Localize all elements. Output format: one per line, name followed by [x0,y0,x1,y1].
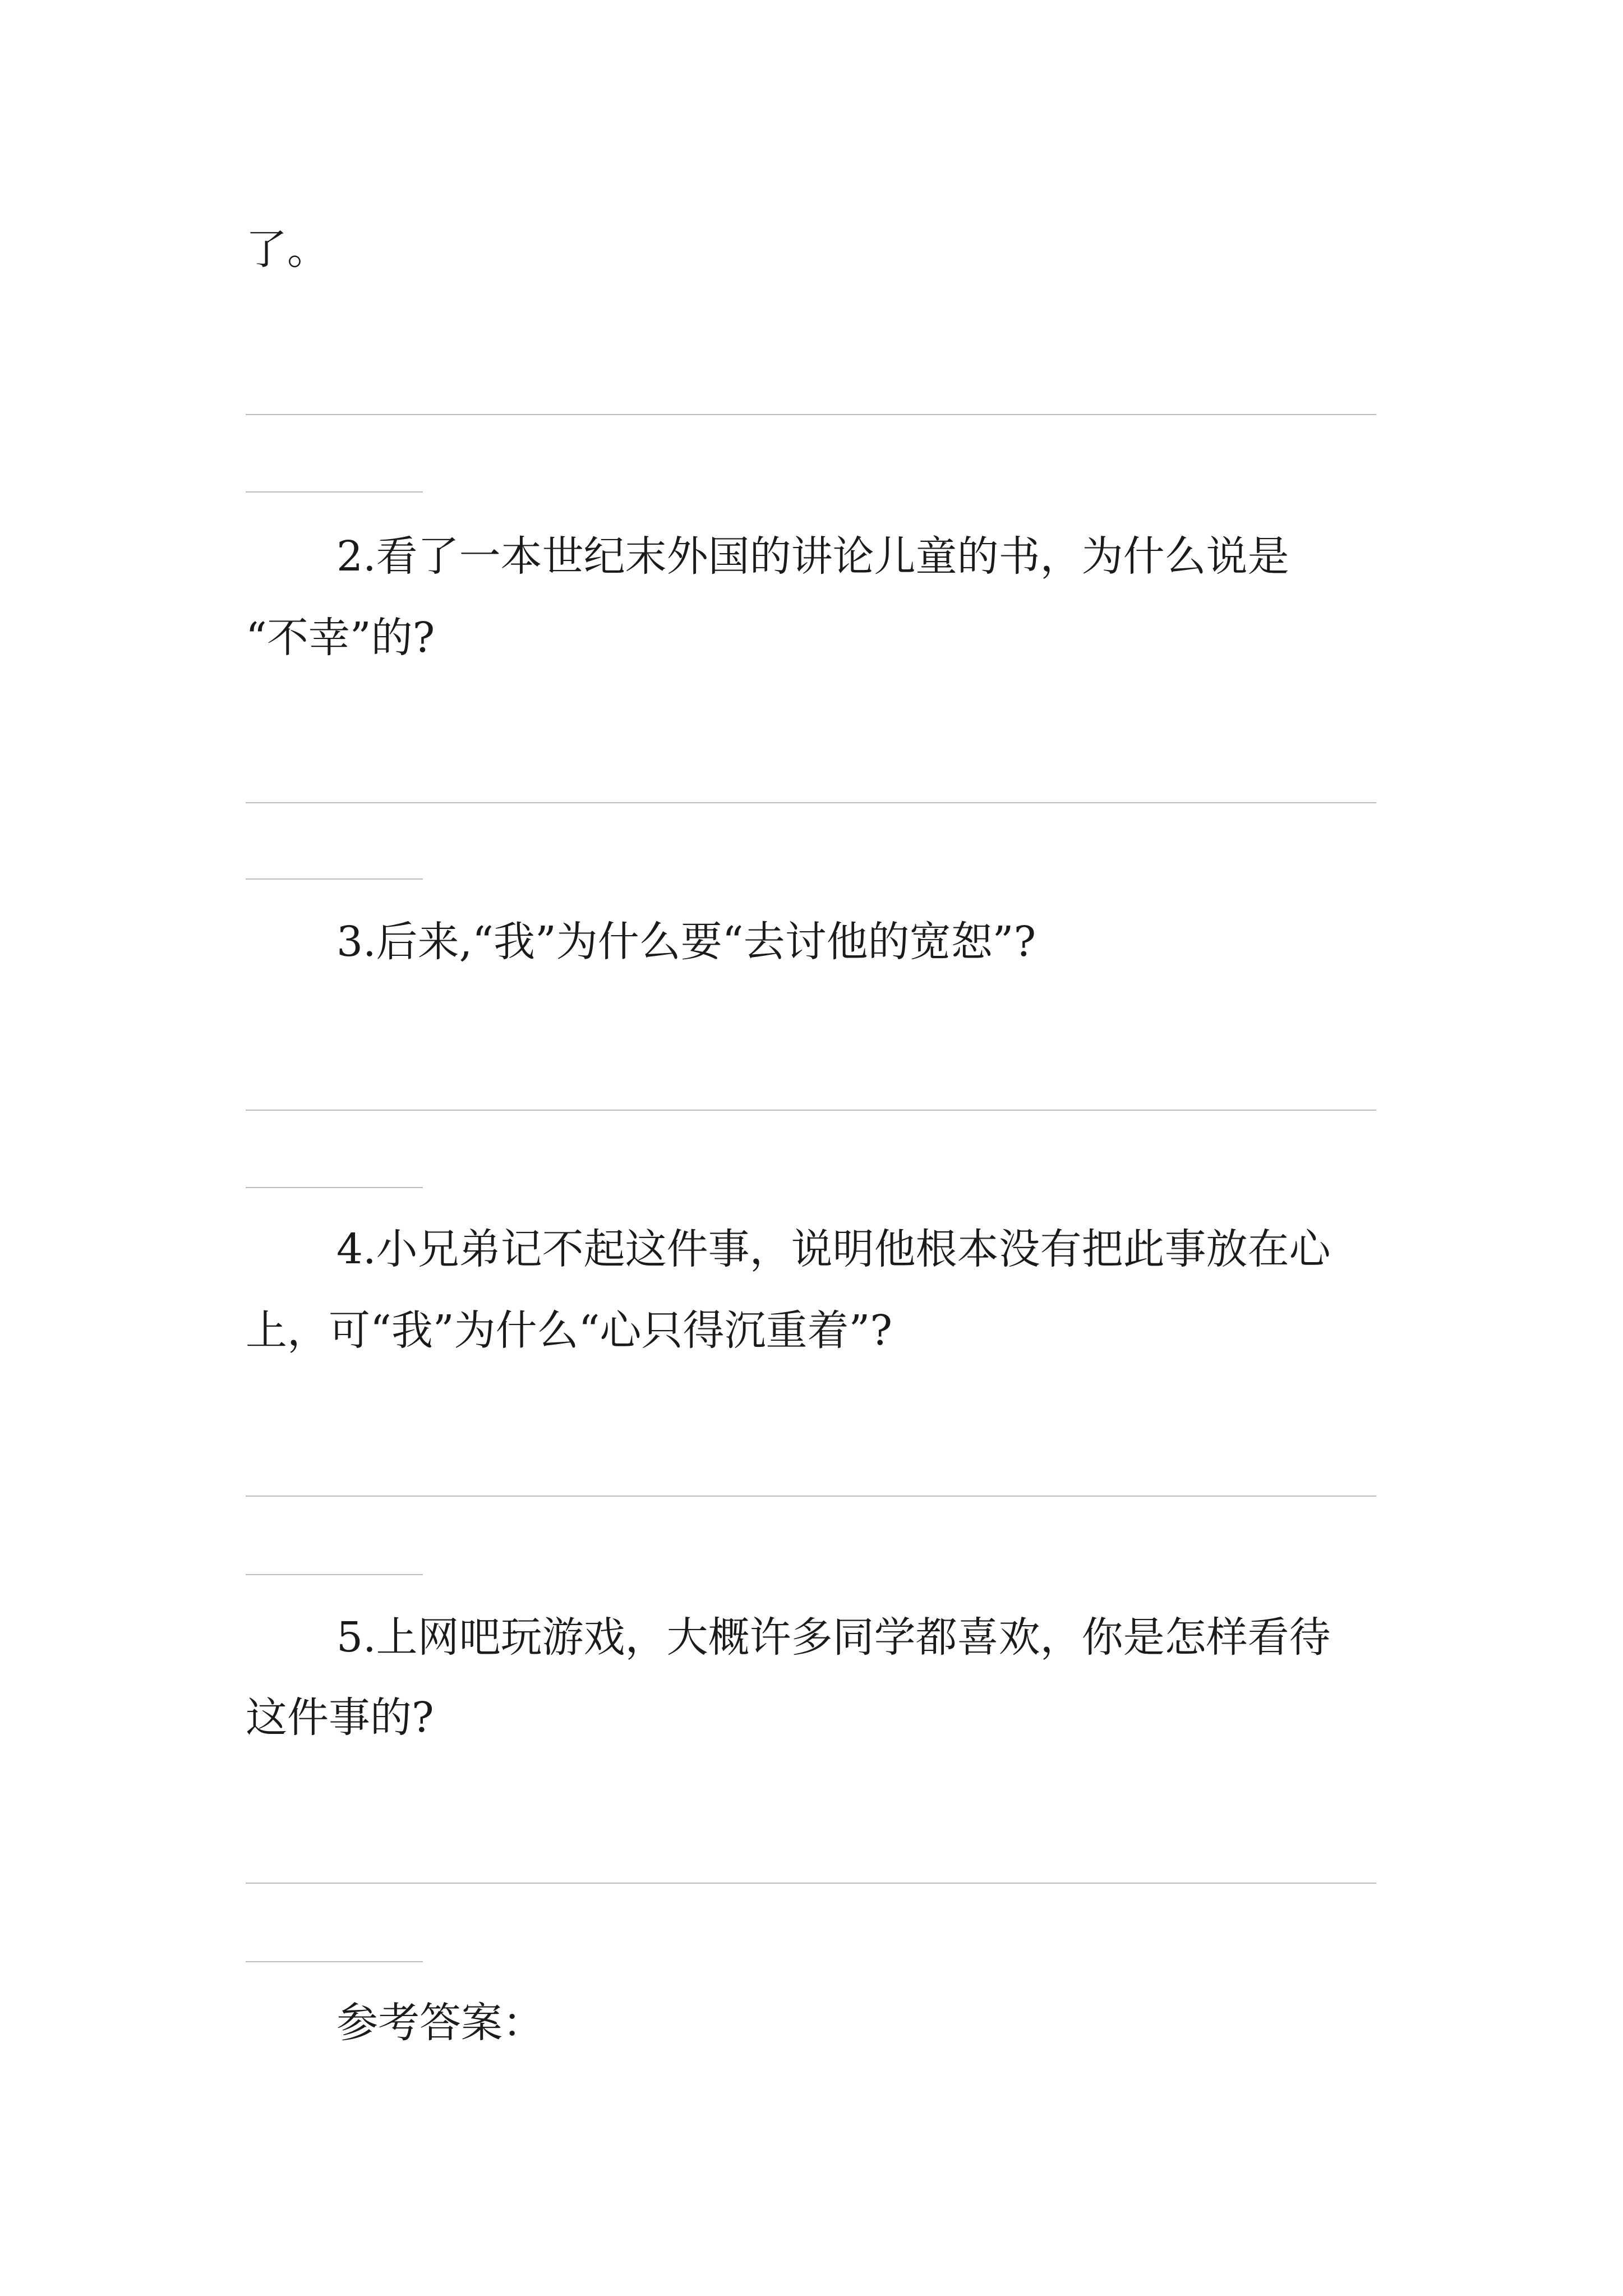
answer-line [246,414,1376,415]
answer-line-short [246,491,423,493]
question-5: 5.上网吧玩游戏，大概许多同学都喜欢，你是怎样看待 [336,1613,1331,1662]
question-5-cont: 这件事的? [246,1694,434,1742]
answer-line-short [246,878,423,880]
answer-line [246,802,1376,803]
answer-line-short [246,1961,423,1962]
answer-line-short [246,1187,423,1188]
question-2-cont: “不幸”的? [246,614,435,662]
paragraph-tail: 了。 [246,226,329,274]
question-4-cont: 上，可“我”为什么“心只得沉重着”? [246,1306,892,1355]
answer-line [246,1883,1376,1884]
answer-line-short [246,1574,423,1575]
question-4: 4.小兄弟记不起这件事，说明他根本没有把此事放在心 [336,1225,1331,1273]
question-3: 3.后来,“我”为什么要“去讨他的宽恕”? [336,918,1036,966]
answer-line [246,1496,1376,1497]
answer-line [246,1110,1376,1111]
question-2: 2.看了一本世纪末外国的讲论儿童的书，为什么说是 [336,532,1289,581]
answers-heading: 参考答案： [336,1999,544,2047]
